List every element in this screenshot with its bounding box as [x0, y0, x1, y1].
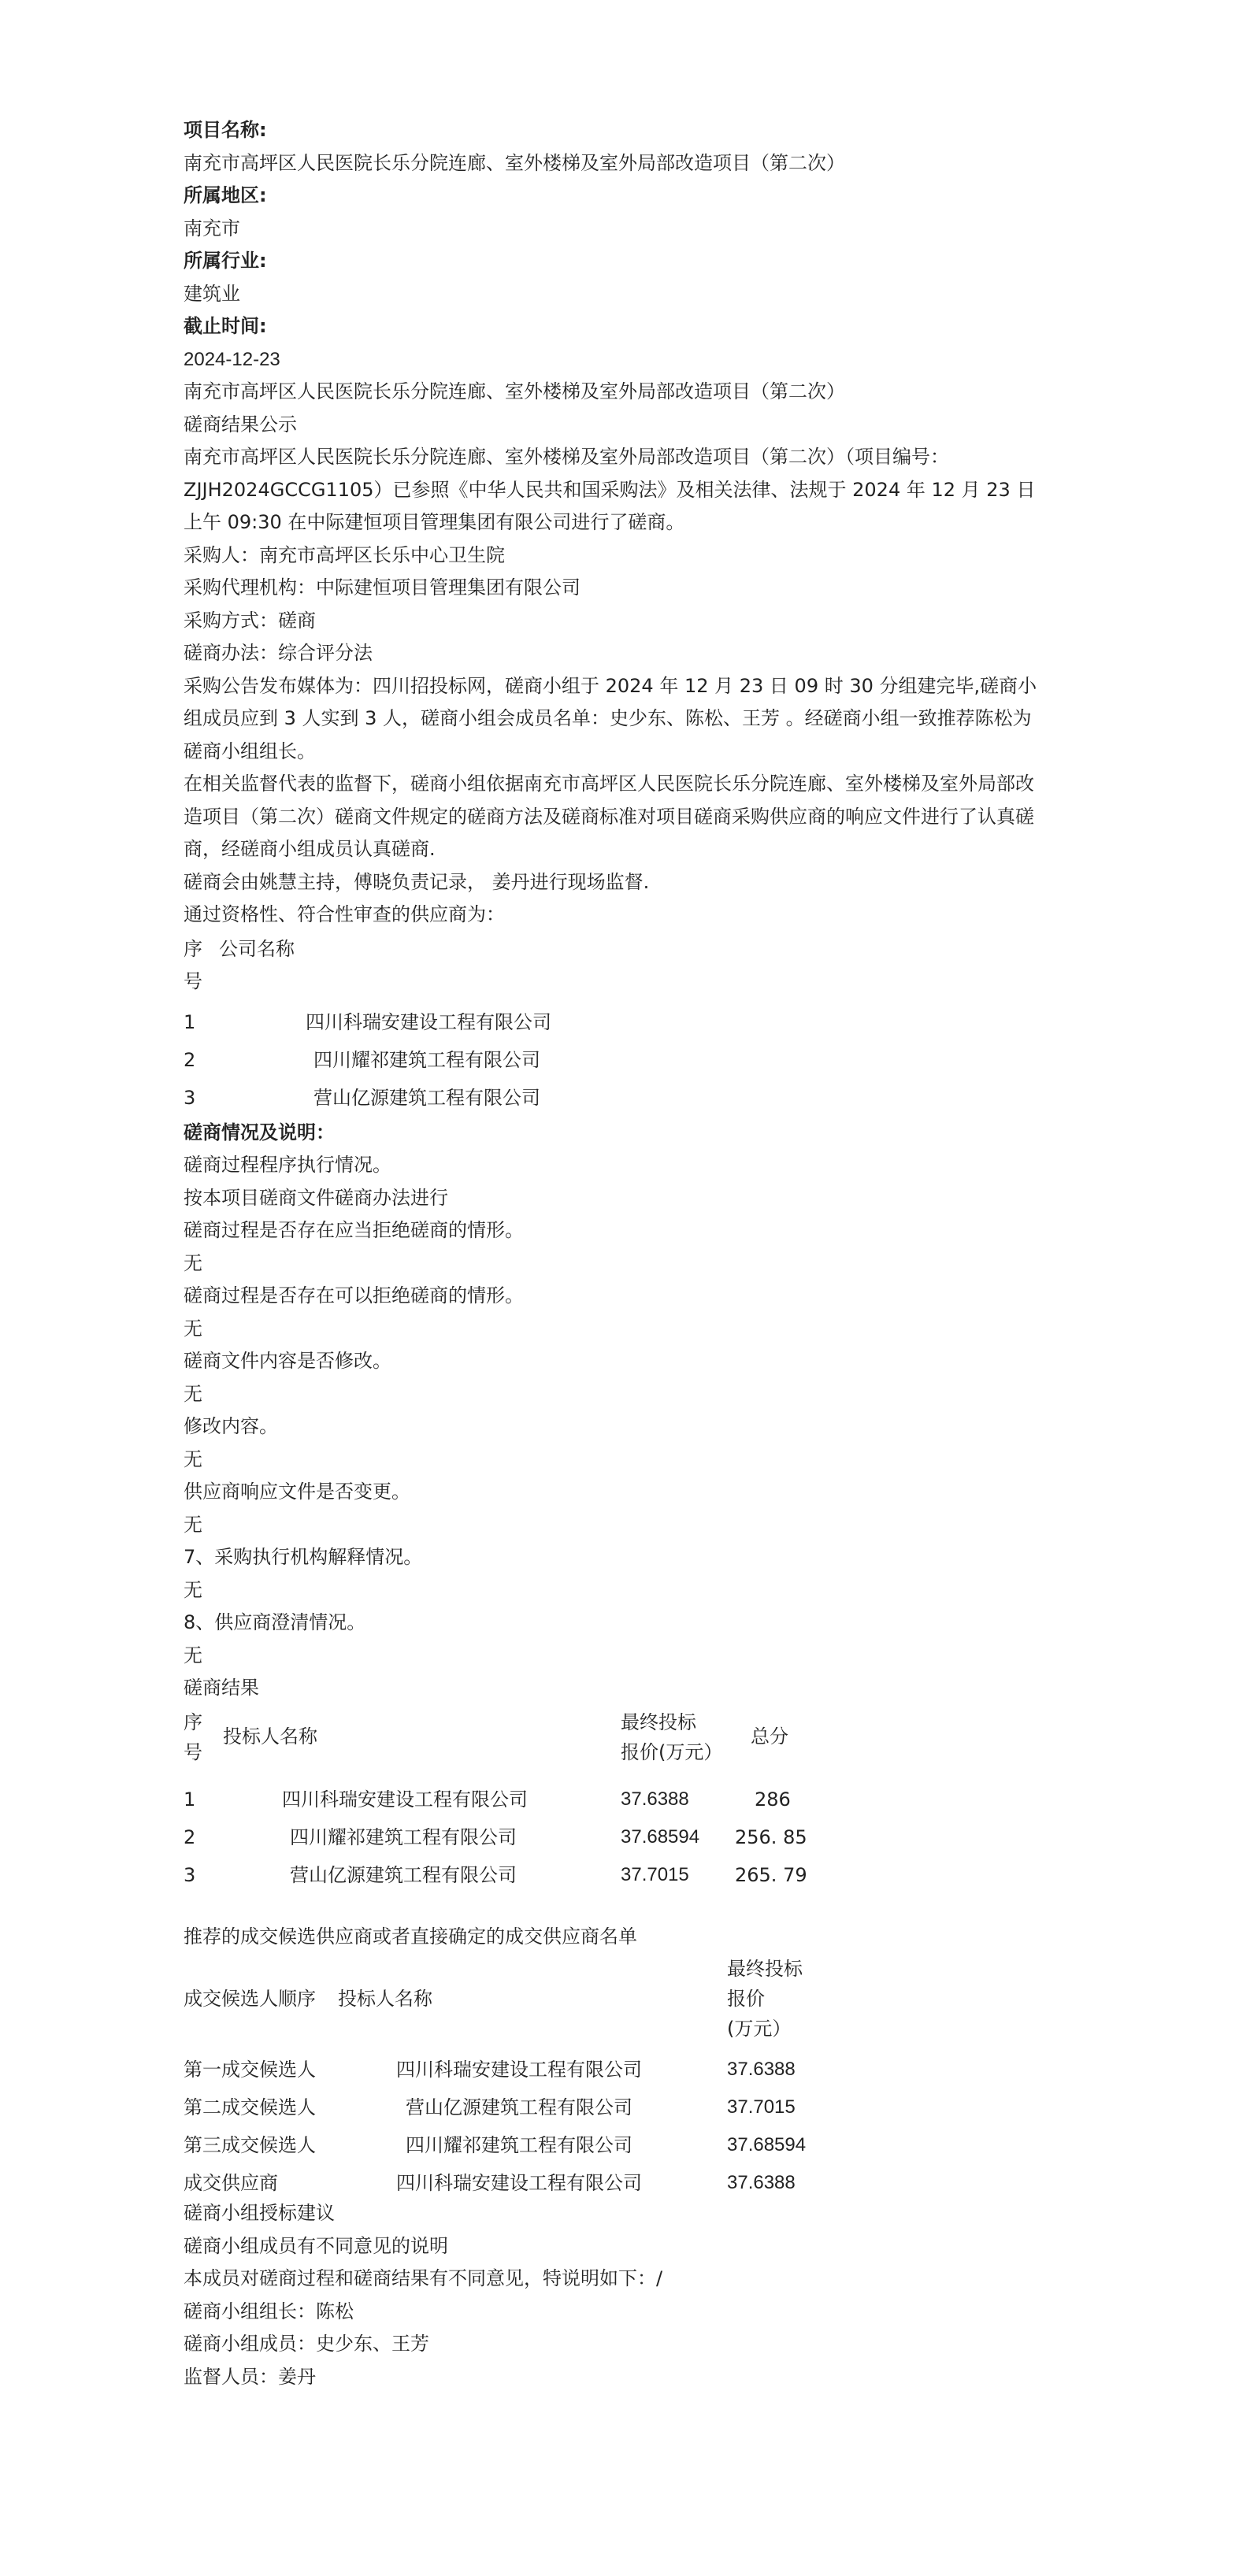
- candidate-row-price: 37.68594: [727, 2134, 807, 2155]
- panel-leader: 磋商小组组长：陈松: [184, 2300, 354, 2322]
- result-row-price: 37.68594: [621, 1825, 700, 1848]
- list-item: 无: [184, 1513, 202, 1536]
- qualified-supplier-table: [184, 933, 1066, 1117]
- project-title-repeat: 南充市高坪区人民医院长乐分院连廊、室外楼梯及室外局部改造项目（第二次）: [184, 380, 845, 402]
- list-item: 磋商过程是否存在应当拒绝磋商的情形。: [184, 1219, 524, 1241]
- candidate-row-price: 37.7015: [727, 2096, 796, 2118]
- announcement-title: 磋商结果公示: [184, 413, 297, 436]
- consultation-result-table: [184, 1705, 1066, 1902]
- candidate-row-price: 37.6388: [727, 2172, 796, 2193]
- agency: 采购代理机构：中际建恒项目管理集团有限公司: [184, 576, 580, 599]
- supplier-row-no: 1: [184, 1010, 196, 1033]
- list-item: 无: [184, 1578, 202, 1601]
- result-row-name: 营山亿源建筑工程有限公司: [290, 1863, 517, 1886]
- list-item: 磋商过程程序执行情况。: [184, 1154, 391, 1176]
- industry-value: 建筑业: [184, 282, 240, 305]
- supplier-row-no: 2: [184, 1048, 196, 1071]
- candidate-intro: 推荐的成交候选供应商或者直接确定的成交供应商名单: [184, 1925, 637, 1948]
- purchaser: 采购人：南充市高坪区长乐中心卫生院: [184, 543, 505, 566]
- candidate-header-price: 最终投标: [727, 1958, 803, 1980]
- candidate-header-order: 成交候选人顺序: [184, 1988, 316, 2010]
- result-row-name: 四川耀祁建筑工程有限公司: [290, 1825, 517, 1848]
- procurement-method: 采购方式：磋商: [184, 609, 316, 632]
- result-header-score: 总分: [751, 1725, 788, 1748]
- supplier-header-no-2: 号: [184, 970, 202, 992]
- result-header-name: 投标人名称: [223, 1725, 317, 1748]
- candidate-row-order: 成交供应商: [184, 2172, 278, 2194]
- candidate-row-order: 第三成交候选人: [184, 2134, 316, 2156]
- result-row-no: 1: [184, 1788, 196, 1811]
- supplier-row-name: 四川科瑞安建设工程有限公司: [306, 1010, 551, 1033]
- list-item: 按本项目磋商文件磋商办法进行: [184, 1186, 448, 1209]
- candidate-row-name: 四川科瑞安建设工程有限公司: [396, 2059, 642, 2081]
- candidate-row-name: 四川科瑞安建设工程有限公司: [396, 2172, 642, 2194]
- region-label: 所属地区:: [184, 184, 267, 206]
- result-row-name: 四川科瑞安建设工程有限公司: [282, 1788, 528, 1811]
- media-paragraph: 采购公告发布媒体为：四川招投标网，磋商小组于 2024 年 12 月 23 日 09 时 30 分组建完毕,磋商小组成员应到 3 人实到 3 人，磋商小组会成员名单：史少东、陈松、王芳 。经磋商小组一致推荐陈松为磋商小组组长。: [184, 674, 1037, 762]
- table-row: [184, 1041, 1066, 1079]
- award-suggestion: 磋商小组授标建议: [184, 2202, 335, 2224]
- list-item: 无: [184, 1644, 202, 1666]
- result-row-price: 37.7015: [621, 1863, 689, 1885]
- candidate-row-order: 第二成交候选人: [184, 2096, 316, 2118]
- candidate-row-name: 营山亿源建筑工程有限公司: [406, 2096, 632, 2118]
- dissent-heading: 磋商小组成员有不同意见的说明: [184, 2234, 448, 2257]
- candidate-header-price-2: 报价: [727, 1988, 765, 2010]
- supervision-paragraph: 在相关监督代表的监督下，磋商小组依据南充市高坪区人民医院长乐分院连廊、室外楼梯及室外局部改造项目（第二次）磋商文件规定的磋商方法及磋商标准对项目磋商采购供应商的响应文件进行了认真磋商，经磋商小组成员认真磋商.: [184, 773, 1034, 860]
- list-item: 磋商过程是否存在可以拒绝磋商的情形。: [184, 1284, 524, 1307]
- candidate-row-price: 37.6388: [727, 2059, 796, 2080]
- footer-lines: [184, 2197, 1066, 2393]
- deadline-value: 2024-12-23: [184, 348, 280, 370]
- supplier-table-header: [184, 933, 1066, 999]
- list-item: 无: [184, 1317, 202, 1340]
- result-header-no: 序: [184, 1711, 202, 1733]
- project-name: 南充市高坪区人民医院长乐分院连廊、室外楼梯及室外局部改造项目（第二次）: [184, 151, 845, 174]
- list-item: 无: [184, 1382, 202, 1405]
- list-item: 修改内容。: [184, 1415, 278, 1437]
- meeting-line: 磋商会由姚慧主持，傅晓负责记录， 姜丹进行现场监督.: [184, 870, 650, 893]
- candidate-row-order: 第一成交候选人: [184, 2059, 316, 2081]
- result-row-price: 37.6388: [621, 1788, 689, 1810]
- candidate-row-name: 四川耀祁建筑工程有限公司: [406, 2134, 632, 2156]
- deadline-label: 截止时间:: [184, 315, 267, 337]
- supplier-header-no: 序: [184, 937, 202, 960]
- list-item: 无: [184, 1447, 202, 1470]
- result-header-no-2: 号: [184, 1740, 202, 1763]
- table-row: [184, 1079, 1066, 1117]
- result-row-no: 3: [184, 1863, 196, 1886]
- list-item: 供应商响应文件是否变更。: [184, 1481, 410, 1503]
- supplier-row-name: 营山亿源建筑工程有限公司: [313, 1086, 540, 1109]
- intro-paragraph: 南充市高坪区人民医院长乐分院连廊、室外楼梯及室外局部改造项目（第二次）（项目编号：ZJJH2024GCCG1105）已参照《中华人民共和国采购法》及相关法律、法规于 2024 年 12 月 23 日上午 09:30 在中际建恒项目管理集团有限公司进行了磋商。: [184, 446, 1036, 533]
- candidate-header-name: 投标人名称: [338, 1988, 432, 2010]
- supplier-row-no: 3: [184, 1086, 196, 1109]
- result-header-price-2: 报价(万元）: [621, 1740, 723, 1763]
- dissent-statement: 本成员对磋商过程和磋商结果有不同意见，特说明如下：/: [184, 2267, 663, 2289]
- list-item: 无: [184, 1251, 202, 1274]
- list-item: 7、采购执行机构解释情况。: [184, 1546, 423, 1568]
- supplier-header-name: 公司名称: [219, 937, 295, 960]
- list-item: 8、供应商澄清情况。: [184, 1611, 366, 1633]
- qualified-intro: 通过资格性、符合性审查的供应商为：: [184, 903, 505, 925]
- result-header-price: 最终投标: [621, 1711, 696, 1733]
- industry-label: 所属行业:: [184, 250, 267, 272]
- result-row-score: 286: [755, 1788, 791, 1811]
- situation-list: [184, 1149, 1066, 1705]
- region-value: 南充市: [184, 217, 240, 239]
- result-row-no: 2: [184, 1825, 196, 1848]
- project-name-label: 项目名称:: [184, 119, 267, 141]
- result-row-score: 256. 85: [735, 1825, 807, 1848]
- panel-members: 磋商小组成员：史少东、王芳: [184, 2333, 429, 2355]
- situation-label: 磋商情况及说明：: [184, 1121, 335, 1143]
- list-item: 磋商文件内容是否修改。: [184, 1350, 391, 1372]
- result-row-score: 265. 79: [735, 1863, 807, 1886]
- document-body: [184, 114, 1066, 2393]
- supervisor: 监督人员：姜丹: [184, 2365, 316, 2388]
- table-row: [184, 1003, 1066, 1041]
- evaluation-method: 磋商办法：综合评分法: [184, 642, 373, 664]
- candidate-table: [184, 1953, 1066, 2197]
- candidate-header-price-3: (万元）: [727, 2018, 792, 2040]
- list-item: 磋商结果: [184, 1677, 259, 1699]
- supplier-row-name: 四川耀祁建筑工程有限公司: [313, 1048, 540, 1071]
